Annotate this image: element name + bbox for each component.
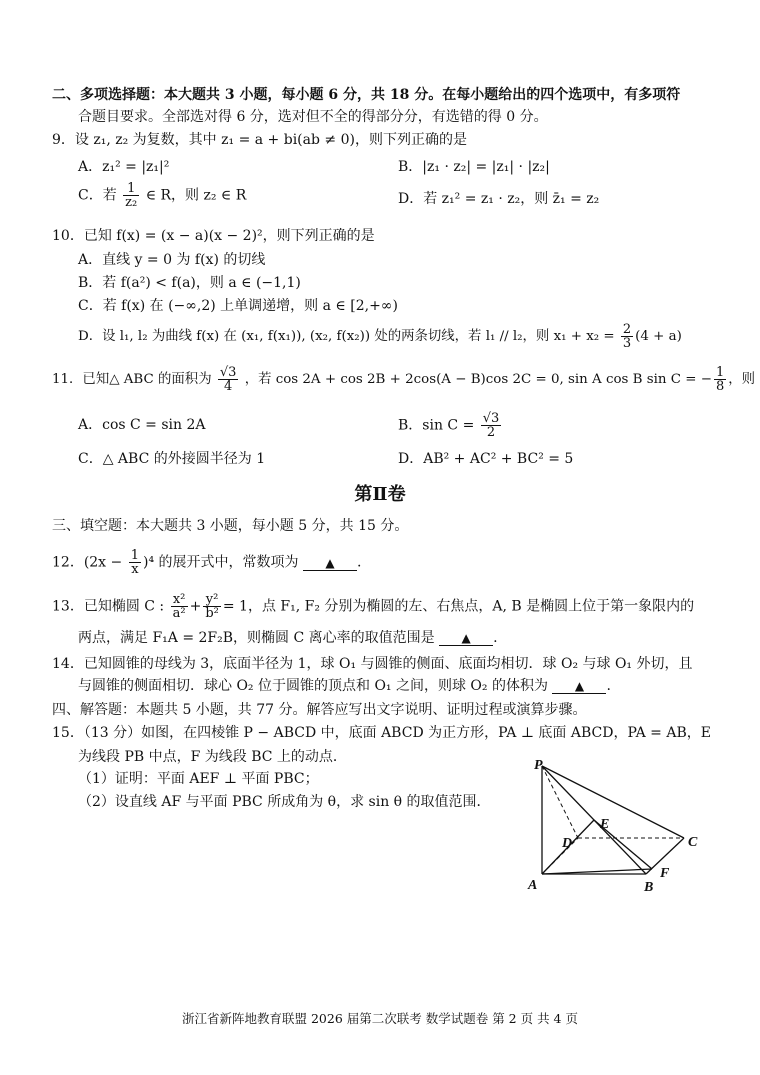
volume2-title: 第Ⅱ卷 (354, 484, 406, 505)
q9-stem: 9．设 z₁, z₂ 为复数，其中 z₁ = a + bi(ab ≠ 0)，则下列正确的是 (52, 132, 467, 148)
q13-answer-blank[interactable]: ▲ (439, 631, 493, 646)
q11-rhs-den: 8 (715, 379, 725, 394)
q12-prefix: 12．(2x − (52, 554, 123, 571)
q11-stem (52, 366, 755, 393)
q11-b-prefix: B．sin C = (398, 417, 475, 434)
q9-c-prefix: C．若 (78, 187, 117, 204)
section2-heading-line2: 合题目要求。全部选对得 6 分，选对但不全的得部分分，有选错的得 0 分。 (78, 109, 548, 125)
q9-option-a: A．z₁² = |z₁|² (78, 159, 170, 175)
q11-area-num: √3 (219, 365, 237, 380)
q13-y-fraction (203, 593, 221, 620)
q10-option-a: A．直线 y = 0 为 f(x) 的切线 (78, 252, 266, 268)
q9-option-b: B．|z₁ · z₂| = |z₁| · |z₂| (398, 159, 550, 175)
q15-part1: （1）证明：平面 AEF ⊥ 平面 PBC； (78, 771, 319, 787)
q13-x-fraction (171, 593, 188, 620)
q11-b-fraction (481, 412, 502, 439)
q9-c-suffix: ∈ R，则 z₂ ∈ R (145, 187, 247, 204)
label-e: E (600, 817, 610, 832)
edge-pd-hidden (542, 766, 578, 838)
q10-d-num: 2 (622, 322, 632, 337)
q12-end: . (356, 554, 362, 571)
q12-fraction (129, 549, 141, 576)
label-b: B (644, 880, 654, 895)
label-p: P (534, 758, 543, 773)
q11-rhs-num: 1 (715, 365, 725, 380)
q12-num: 1 (130, 548, 139, 563)
q15-line2: 为线段 PB 中点，F 为线段 BC 上的动点． (78, 749, 347, 765)
q14-line1: 14．已知圆锥的母线为 3，底面半径为 1，球 O₁ 与圆锥的侧面、底面均相切．球 O₂ 与球 O₁ 外切，且 (52, 656, 693, 672)
q9-option-c (78, 182, 246, 209)
q11-b-num: √3 (482, 411, 500, 426)
q14-line2-text: 与圆锥的侧面相切．球心 O₂ 位于圆锥的顶点和 O₁ 之间，则球 O₂ 的体积为 (78, 678, 548, 694)
q12-stem (52, 549, 361, 576)
q13-y-num: y² (203, 593, 221, 607)
q13-stem (52, 593, 694, 620)
q15-part2: （2）设直线 AF 与平面 PBC 所成角为 θ，求 sin θ 的取值范围． (78, 794, 491, 810)
q13-prefix: 13．已知椭圆 C : (52, 598, 165, 615)
q13-end: . (493, 630, 498, 646)
q10-d-prefix: D．设 l₁, l₂ 为曲线 f(x) 在 (x₁, f(x₁)), (x₂, f(x₂)) 处的两条切线，若 l₁ // l₂，则 x₁ + x₂ = (78, 329, 615, 344)
q14-line2 (78, 677, 611, 695)
q11-prefix: 11．已知△ ABC 的面积为 (52, 372, 212, 387)
q11-suffix: ，则 (728, 372, 756, 387)
label-d: D (562, 836, 573, 851)
q10-d-suffix: (4 + a) (635, 329, 682, 344)
label-f: F (660, 866, 670, 881)
q10-d-den: 3 (622, 336, 632, 351)
label-c: C (688, 835, 698, 850)
q11-option-d: D．AB² + AC² + BC² = 5 (398, 451, 574, 467)
q13-line2-text: 两点，满足 F₁A = 2F₂B，则椭圆 C 离心率的取值范围是 (78, 630, 435, 646)
edge-pc (542, 766, 684, 838)
q10-option-d (78, 323, 682, 350)
label-a: A (528, 878, 538, 893)
q11-b-den: 2 (486, 425, 496, 440)
q14-end: . (606, 678, 611, 694)
q15-line1: 15．（13 分）如图，在四棱锥 P − ABCD 中，底面 ABCD 为正方形，PA ⊥ 底面 ABCD，PA = AB，E (52, 725, 711, 741)
section4-heading: 四、解答题：本题共 5 小题，共 77 分。解答应写出文字说明、证明过程或演算步骤。 (52, 702, 587, 718)
q14-answer-blank[interactable]: ▲ (552, 679, 606, 694)
q9-c-num: 1 (123, 182, 139, 196)
q13-y-den: b² (205, 606, 219, 621)
q10-d-fraction (621, 323, 633, 350)
q9-option-d: D．若 z₁² = z₁ · z₂，则 z̄₁ = z₂ (398, 191, 600, 207)
q13-x-num: x² (171, 593, 188, 607)
section2-heading-line1: 二、多项选择题：本大题共 3 小题，每小题 6 分，共 18 分。在每小题给出的四个选项中，有多项符 (52, 87, 681, 103)
q13-suffix: = 1，点 F₁, F₂ 分别为椭圆的左、右焦点，A, B 是椭圆上位于第一象限内的 (222, 598, 695, 615)
q11-option-b (398, 412, 503, 439)
q12-den: x (131, 562, 139, 577)
q10-option-c: C．若 f(x) 在 (−∞,2) 上单调递增，则 a ∈ [2,+∞) (78, 298, 398, 314)
q11-option-a: A．cos C = sin 2A (78, 417, 206, 433)
q9-c-fraction (123, 182, 139, 209)
pyramid-figure (520, 756, 720, 896)
q11-area-den: 4 (224, 379, 233, 394)
q11-area-fraction (218, 366, 239, 393)
edge-af (542, 869, 652, 874)
q11-middle: ，若 cos 2A + cos 2B + 2cos(A − B)cos 2C = 0, sin A cos B sin C = − (244, 372, 712, 387)
q13-x-den: a² (172, 606, 186, 621)
q9-c-den: z₂ (125, 195, 138, 210)
q13-plus: + (189, 598, 202, 615)
page-footer: 浙江省新阵地教育联盟 2026 届第二次联考 数学试题卷 第 2 页 共 4 页 (182, 1011, 578, 1026)
q11-option-c: C．△ ABC 的外接圆半径为 1 (78, 451, 266, 467)
q10-stem: 10．已知 f(x) = (x − a)(x − 2)²，则下列正确的是 (52, 228, 375, 244)
q11-rhs-fraction (714, 366, 726, 393)
section3-heading: 三、填空题：本大题共 3 小题，每小题 5 分，共 15 分。 (52, 518, 409, 534)
q12-suffix: )⁴ 的展开式中，常数项为 (143, 554, 299, 571)
q13-line2 (78, 629, 498, 647)
q12-answer-blank[interactable]: ▲ (303, 556, 357, 571)
q10-option-b: B．若 f(a²) < f(a)，则 a ∈ (−1,1) (78, 275, 301, 291)
